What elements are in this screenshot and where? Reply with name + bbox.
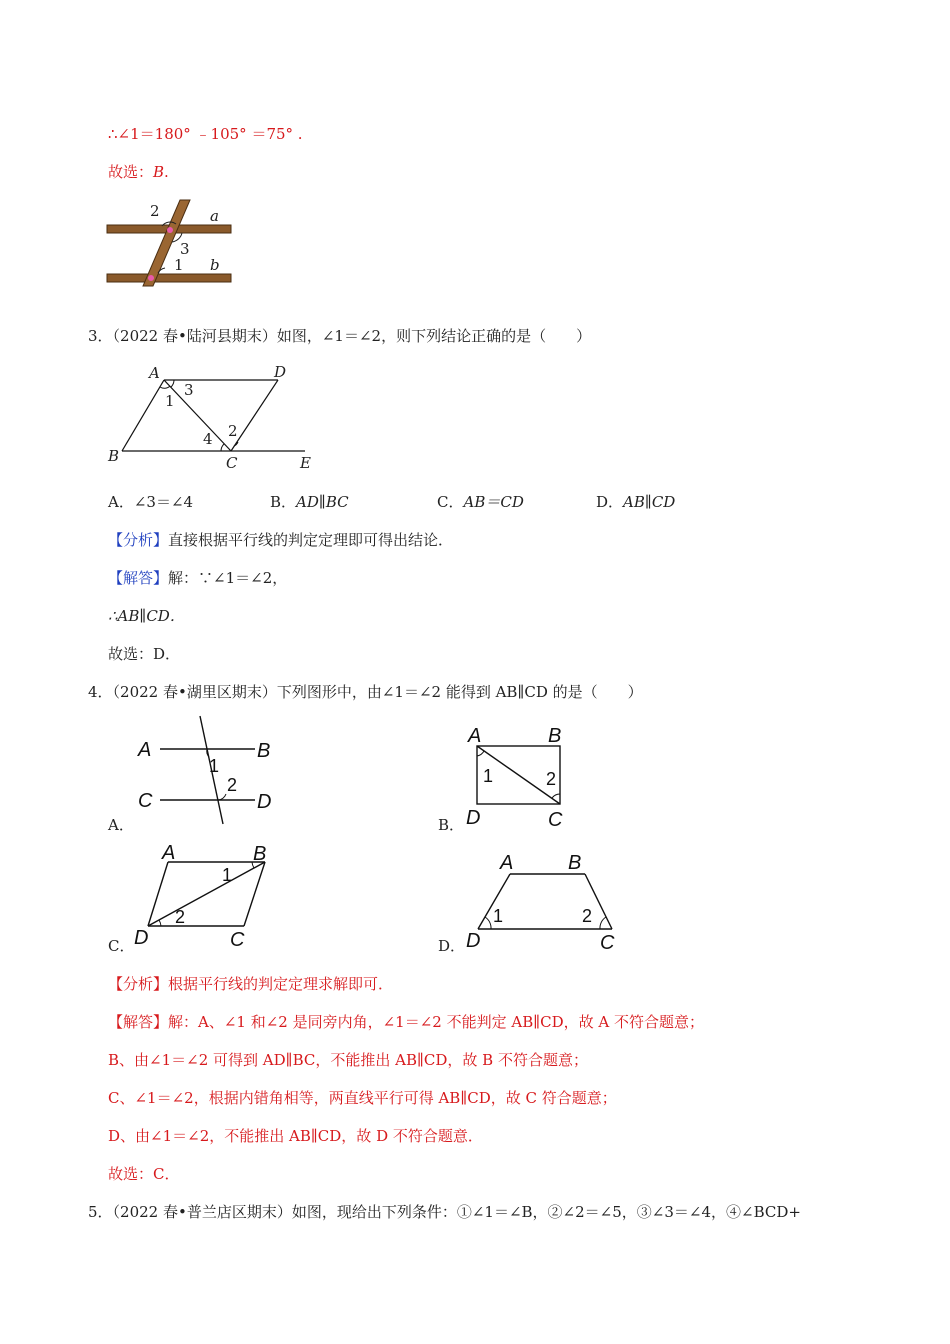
- q4-answer-line4: D、由∠1＝∠2，不能推出 AB∥CD，故 D 不符合题意．: [108, 1127, 483, 1145]
- q4b-label-2: 2: [546, 769, 557, 789]
- q3-label-1: 1: [165, 392, 175, 410]
- q3-label-C: C: [226, 454, 238, 472]
- q3-choose: 故选：D．: [108, 645, 181, 663]
- q3-option-d-text: AB∥CD: [623, 493, 676, 511]
- q3-text: 如图，∠1＝∠2，则下列结论正确的是（ ）: [276, 327, 592, 345]
- q3-source: （2022 春•陆河县期末）: [112, 327, 277, 345]
- q4b-label-C: C: [548, 809, 563, 831]
- pivot-top: [167, 227, 173, 233]
- q3-label-3: 3: [184, 381, 194, 399]
- q3-option-a-letter: A．: [108, 493, 134, 511]
- q4c-label-C: C: [230, 929, 245, 951]
- q3-label-B: B: [108, 447, 120, 465]
- q4a-label-1: 1: [209, 756, 220, 776]
- prev-choose-end: .: [164, 163, 169, 181]
- q3-answer-tag: 【解答】: [108, 569, 169, 587]
- q4b-label-A: A: [468, 725, 482, 747]
- q4d-label-C: C: [600, 932, 615, 954]
- q3-label-D: D: [274, 363, 287, 381]
- label-a: a: [210, 207, 219, 225]
- q4c-label-B: B: [253, 843, 267, 865]
- q4-answer-tag: 【解答】: [108, 1013, 169, 1031]
- q5-stem: [88, 1202, 801, 1222]
- q3-option-d-letter: D．: [596, 493, 624, 511]
- q4d-label-1: 1: [493, 906, 504, 926]
- label-b: b: [210, 256, 220, 274]
- prev-choose-line: [108, 162, 169, 182]
- plank-b: [107, 274, 231, 282]
- q4-answer-line2: B、由∠1＝∠2 可得到 AD∥BC，不能推出 AB∥CD，故 B 不符合题意；: [108, 1051, 588, 1069]
- q3-option-a-text: ∠3＝∠4: [133, 493, 194, 511]
- q3-stem: [88, 326, 591, 346]
- q4b-label-1: 1: [483, 766, 494, 786]
- q3-answer-line2: ∴AB∥CD．: [108, 607, 185, 625]
- q4c-label-A: A: [162, 842, 176, 864]
- label-2: 2: [150, 202, 160, 220]
- q4-figure-d: [460, 850, 620, 955]
- q4d-label-2: 2: [582, 906, 593, 926]
- q3-analysis-text: 直接根据平行线的判定定理即可得出结论．: [168, 531, 454, 549]
- q4-answer-line1: 解：A、∠1 和∠2 是同旁内角，∠1＝∠2 不能判定 AB∥CD，故 A 不符合题意；: [168, 1013, 705, 1031]
- q4c-label-2: 2: [175, 907, 186, 927]
- q3-figure: [100, 360, 330, 475]
- q3-answer-line1: 解：∵∠1＝∠2，: [168, 569, 288, 587]
- q4-option-a-letter: A．: [108, 816, 134, 834]
- q4-number: 4．: [88, 683, 113, 701]
- label-3: 3: [180, 240, 190, 258]
- q3-label-E: E: [300, 454, 311, 472]
- prev-choose-answer: B: [153, 163, 165, 181]
- q4-analysis-text: 根据平行线的判定定理求解即可．: [168, 975, 394, 993]
- q3-number: 3．: [88, 327, 113, 345]
- q5-source: （2022 春•普兰店区期末）: [112, 1203, 292, 1221]
- q3-analysis-tag: 【分析】: [108, 531, 169, 549]
- q3-analysis: [108, 530, 453, 550]
- q4c-label-D: D: [134, 927, 149, 949]
- q4a-label-D: D: [257, 791, 272, 813]
- q5-text: 如图，现给出下列条件：①∠1＝∠B，②∠2＝∠5，③∠3＝∠4，④∠BCD+: [291, 1203, 801, 1221]
- q3-option-c: [437, 492, 524, 512]
- q4-answer-line3: C、∠1＝∠2，根据内错角相等，两直线平行可得 AB∥CD，故 C 符合题意；: [108, 1089, 617, 1107]
- prev-choose-label: 故选：: [108, 163, 154, 181]
- q4-figure-c: [130, 840, 280, 952]
- q3-label-4: 4: [203, 430, 213, 448]
- q4-source: （2022 春•湖里区期末）: [112, 683, 277, 701]
- q3-option-d: [596, 492, 675, 512]
- q4a-label-A: A: [138, 739, 152, 761]
- q4d-label-A: A: [500, 852, 514, 874]
- q3-option-c-letter: C．: [437, 493, 464, 511]
- q4-answer: [108, 1012, 704, 1032]
- q4d-label-B: B: [568, 852, 582, 874]
- q4-figure-a: [130, 712, 290, 830]
- q4-analysis: [108, 974, 393, 994]
- q3-option-b: [270, 492, 349, 512]
- q3-label-2: 2: [228, 422, 238, 440]
- q3-option-b-letter: B．: [270, 493, 297, 511]
- q4d-label-D: D: [466, 930, 481, 952]
- pivot-bottom: [148, 275, 154, 281]
- q4-choose: 故选：C．: [108, 1165, 180, 1183]
- q4-option-c-letter: C．: [108, 937, 135, 955]
- q4-text: 下列图形中，由∠1＝∠2 能得到 AB∥CD 的是（ ）: [276, 683, 643, 701]
- q4a-label-C: C: [138, 790, 153, 812]
- q4b-label-B: B: [548, 725, 562, 747]
- q3-answer: [108, 568, 287, 588]
- figure-planks: [100, 196, 240, 288]
- q3-option-b-text: AD∥BC: [296, 493, 349, 511]
- label-1: 1: [174, 256, 184, 274]
- q4-figure-b: [460, 722, 580, 832]
- q5-number: 5．: [88, 1203, 113, 1221]
- q3-option-a: [108, 492, 193, 512]
- q4a-label-2: 2: [227, 775, 238, 795]
- q4b-label-D: D: [466, 807, 481, 829]
- q4-option-b-letter: B．: [438, 816, 465, 834]
- q4-stem: [88, 682, 643, 702]
- q4-analysis-tag: 【分析】: [108, 975, 169, 993]
- prev-calc-line: ∴∠1＝180° ﹣105° ＝75° .: [108, 125, 303, 143]
- q3-option-c-text: AB＝CD: [463, 493, 524, 511]
- q4a-label-B: B: [257, 740, 271, 762]
- q4-option-d-letter: D．: [438, 937, 466, 955]
- q4c-label-1: 1: [222, 865, 233, 885]
- q3-label-A: A: [149, 364, 160, 382]
